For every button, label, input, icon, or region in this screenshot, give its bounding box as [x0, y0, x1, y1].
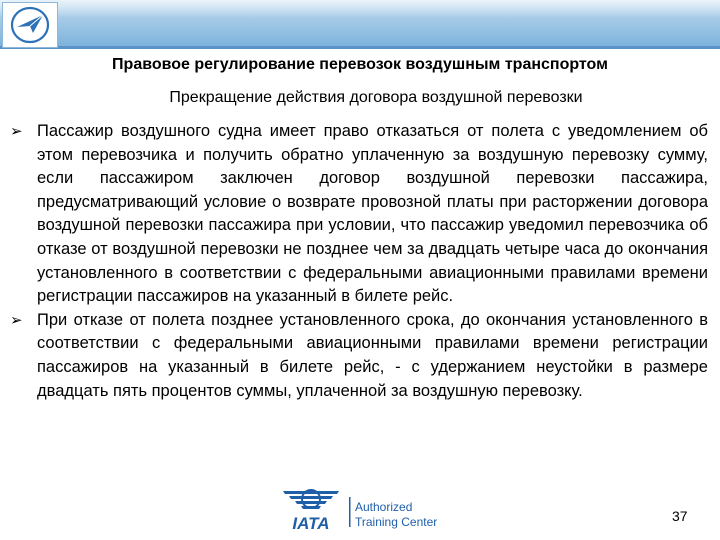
- header-divider: [0, 46, 720, 49]
- arrow-bullet-icon: ➢: [10, 310, 23, 329]
- svg-text:IATA: IATA: [292, 514, 330, 533]
- bullet-list: [10, 120, 708, 403]
- bullet-item: [10, 120, 708, 309]
- bullet-text: Пассажир воздушного судна имеет право отказаться от полета с уведомлением об этом перевозчика и получить обратно уплаченную за воздушную перевозку сумму, если пассажиром заключен договор воздушной перевозки пассажира, предусматривающий условие о возврате провозной платы при расторжении договора воздушной перевозки пассажира при условии, что пассажир уведомил перевозчика об отказе от воздушной перевозки не позднее чем за двадцать четыре часа до окончания установленного в соответствии с федеральными авиационными правилами времени регистрации пассажиров на указанный в билете рейс.: [37, 122, 708, 306]
- plane-logo-icon: [3, 3, 57, 47]
- iata-logo-icon: [279, 487, 439, 533]
- bullet-text: При отказе от полета позднее установленного срока, до окончания установленного в соответствии с федеральными авиационными правилами времени регистрации пассажиров на указанный в билете рейс, - с удержанием неустойки в размере двадцать пять процентов суммы, уплаченной за воздушную перевозку.: [37, 310, 708, 400]
- arrow-bullet-icon: ➢: [10, 122, 23, 140]
- svg-text:Authorized: Authorized: [355, 500, 413, 514]
- page-number: 37: [672, 508, 688, 524]
- bullet-item: [10, 309, 708, 403]
- iata-training-center-logo: [279, 487, 439, 533]
- header-band: [0, 0, 720, 46]
- airline-logo: [2, 2, 58, 48]
- svg-text:Training Center: Training Center: [355, 515, 438, 529]
- slide-title: Правовое регулирование перевозок воздушным транспортом: [112, 56, 608, 73]
- slide-subtitle: Прекращение действия договора воздушной перевозки: [169, 89, 583, 106]
